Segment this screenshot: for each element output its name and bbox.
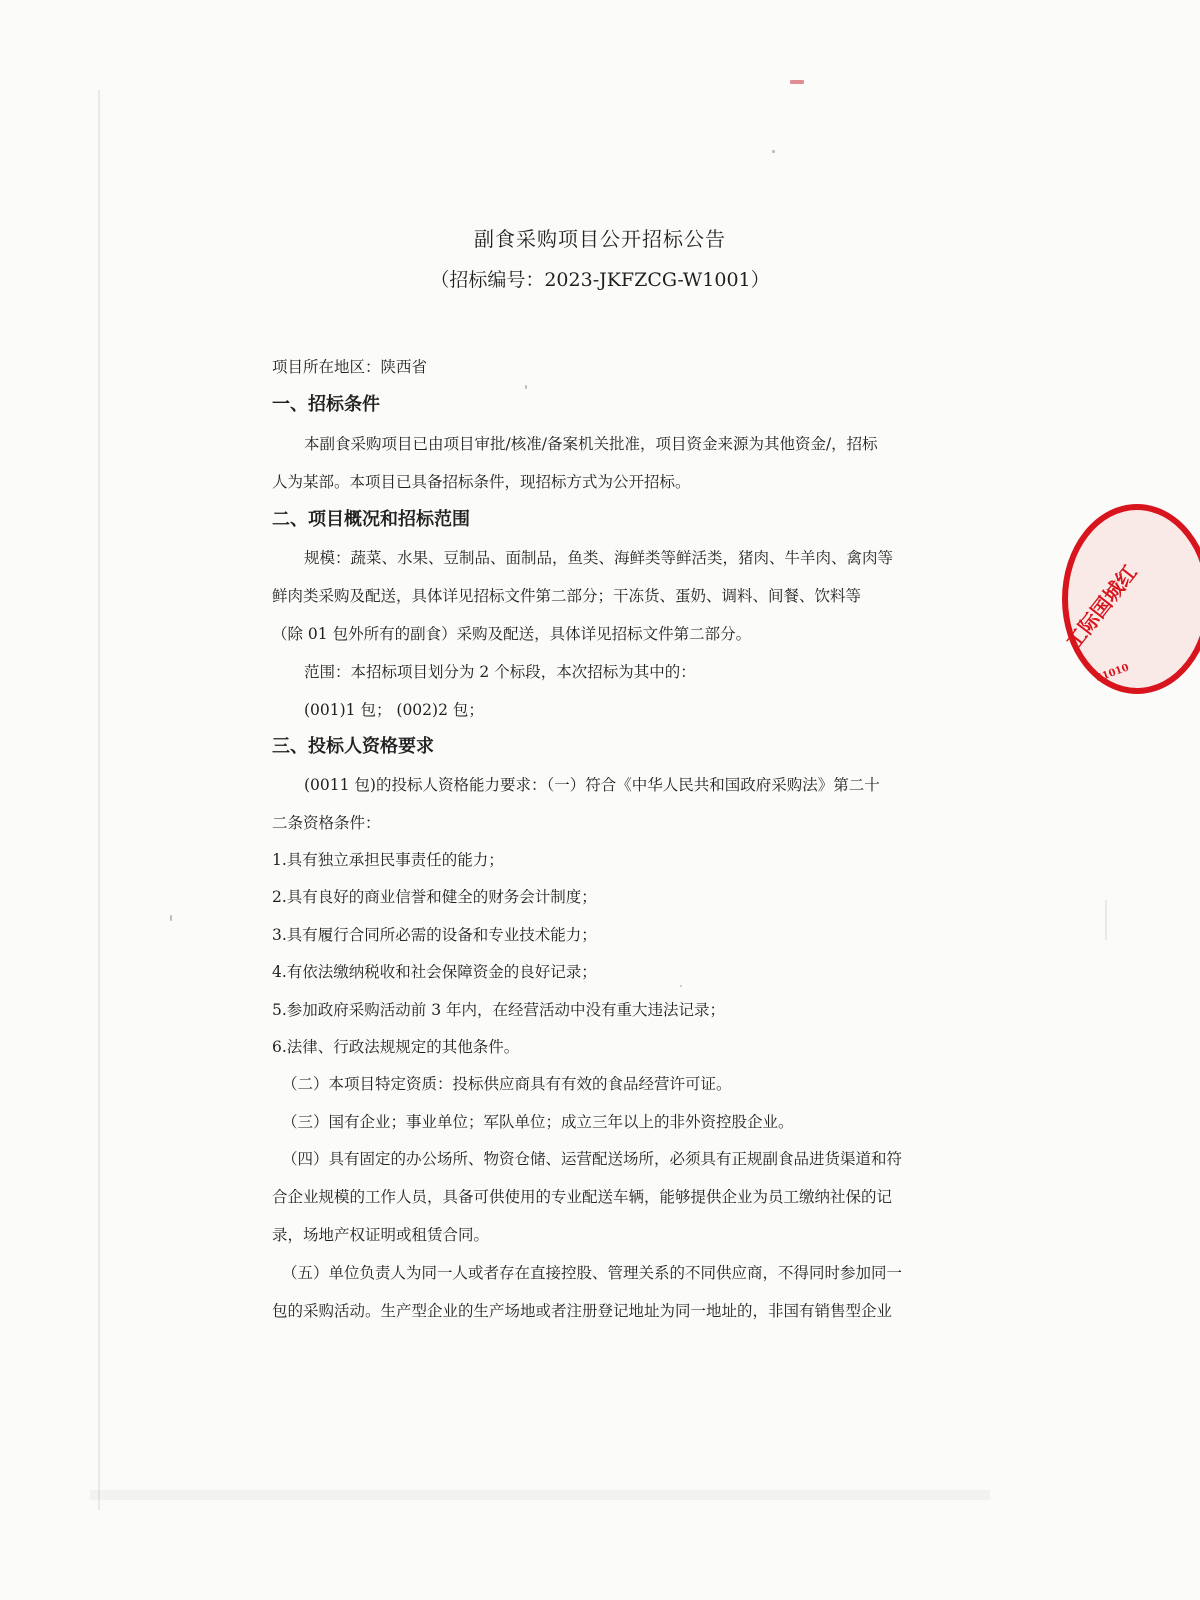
document-title: 副食采购项目公开招标公告 bbox=[474, 227, 726, 251]
paragraph-line: （三）国有企业；事业单位；军队单位；成立三年以上的非外资控股企业。 bbox=[282, 1113, 794, 1131]
title-block bbox=[0, 224, 1200, 298]
list-item: 3.具有履行合同所必需的设备和专业技术能力； bbox=[272, 926, 597, 944]
scan-edge bbox=[98, 90, 100, 1510]
paragraph-line: 本副食采购项目已由项目审批/核准/备案机关批准，项目资金来源为其他资金/，招标 bbox=[304, 435, 878, 453]
package-list: (001)1 包； (002)2 包； bbox=[304, 701, 484, 719]
scan-mark bbox=[772, 150, 775, 153]
paragraph-line: 包的采购活动。生产型企业的生产场地或者注册登记地址为同一地址的，非国有销售型企业 bbox=[272, 1302, 893, 1320]
paragraph-line: 范围：本招标项目划分为 2 个标段，本次招标为其中的： bbox=[304, 663, 696, 681]
paragraph-line: 鲜肉类采购及配送，具体详见招标文件第二部分；干冻货、蛋奶、调料、间餐、饮料等 bbox=[272, 587, 862, 605]
section-heading-2: 二、项目概况和招标范围 bbox=[272, 509, 470, 530]
company-seal bbox=[1062, 504, 1200, 694]
paragraph-line: （除 01 包外所有的副食）采购及配送，具体详见招标文件第二部分。 bbox=[272, 625, 752, 643]
paragraph-line: （二）本项目特定资质：投标供应商具有有效的食品经营许可证。 bbox=[282, 1075, 732, 1093]
project-location: 项目所在地区：陕西省 bbox=[272, 358, 428, 376]
paragraph-line: 录，场地产权证明或租赁合同。 bbox=[272, 1226, 490, 1244]
document-subtitle: （招标编号：2023-JKFZCG-W1001） bbox=[430, 269, 770, 291]
paragraph-line: （五）单位负责人为同一人或者存在直接控股、管理关系的不同供应商，不得同时参加同一 bbox=[282, 1264, 903, 1282]
paragraph-line: 合企业规模的工作人员，具备可供使用的专业配送车辆，能够提供企业为员工缴纳社保的记 bbox=[272, 1188, 893, 1206]
scan-edge bbox=[1105, 900, 1107, 940]
scan-mark bbox=[525, 385, 527, 389]
list-item: 1.具有独立承担民事责任的能力； bbox=[272, 851, 504, 869]
list-item: 5.参加政府采购活动前 3 年内，在经营活动中没有重大违法记录； bbox=[272, 1001, 726, 1019]
list-item: 6.法律、行政法规规定的其他条件。 bbox=[272, 1038, 520, 1056]
section-heading-3: 三、投标人资格要求 bbox=[272, 736, 434, 757]
scan-mark bbox=[790, 80, 804, 84]
seal-text: 工际国城红 bbox=[1061, 560, 1142, 655]
section-heading-1: 一、招标条件 bbox=[272, 394, 380, 415]
scan-edge bbox=[90, 1490, 990, 1500]
paragraph-line: (0011 包)的投标人资格能力要求：（一）符合《中华人民共和国政府采购法》第二十 bbox=[304, 776, 880, 794]
paragraph-line: 规模：蔬菜、水果、豆制品、面制品，鱼类、海鲜类等鲜活类，猪肉、牛羊肉、禽肉等 bbox=[304, 549, 894, 567]
paragraph-line: 二条资格条件： bbox=[272, 814, 381, 832]
seal-number: 61010 bbox=[1094, 662, 1131, 685]
paragraph-line: 人为某部。本项目已具备招标条件，现招标方式为公开招标。 bbox=[272, 473, 691, 491]
scan-mark bbox=[680, 985, 682, 987]
paragraph-line: （四）具有固定的办公场所、物资仓储、运营配送场所，必须具有正规副食品进货渠道和符 bbox=[282, 1150, 903, 1168]
scan-mark bbox=[170, 915, 172, 921]
list-item: 2.具有良好的商业信誉和健全的财务会计制度； bbox=[272, 888, 597, 906]
list-item: 4.有依法缴纳税收和社会保障资金的良好记录； bbox=[272, 963, 597, 981]
